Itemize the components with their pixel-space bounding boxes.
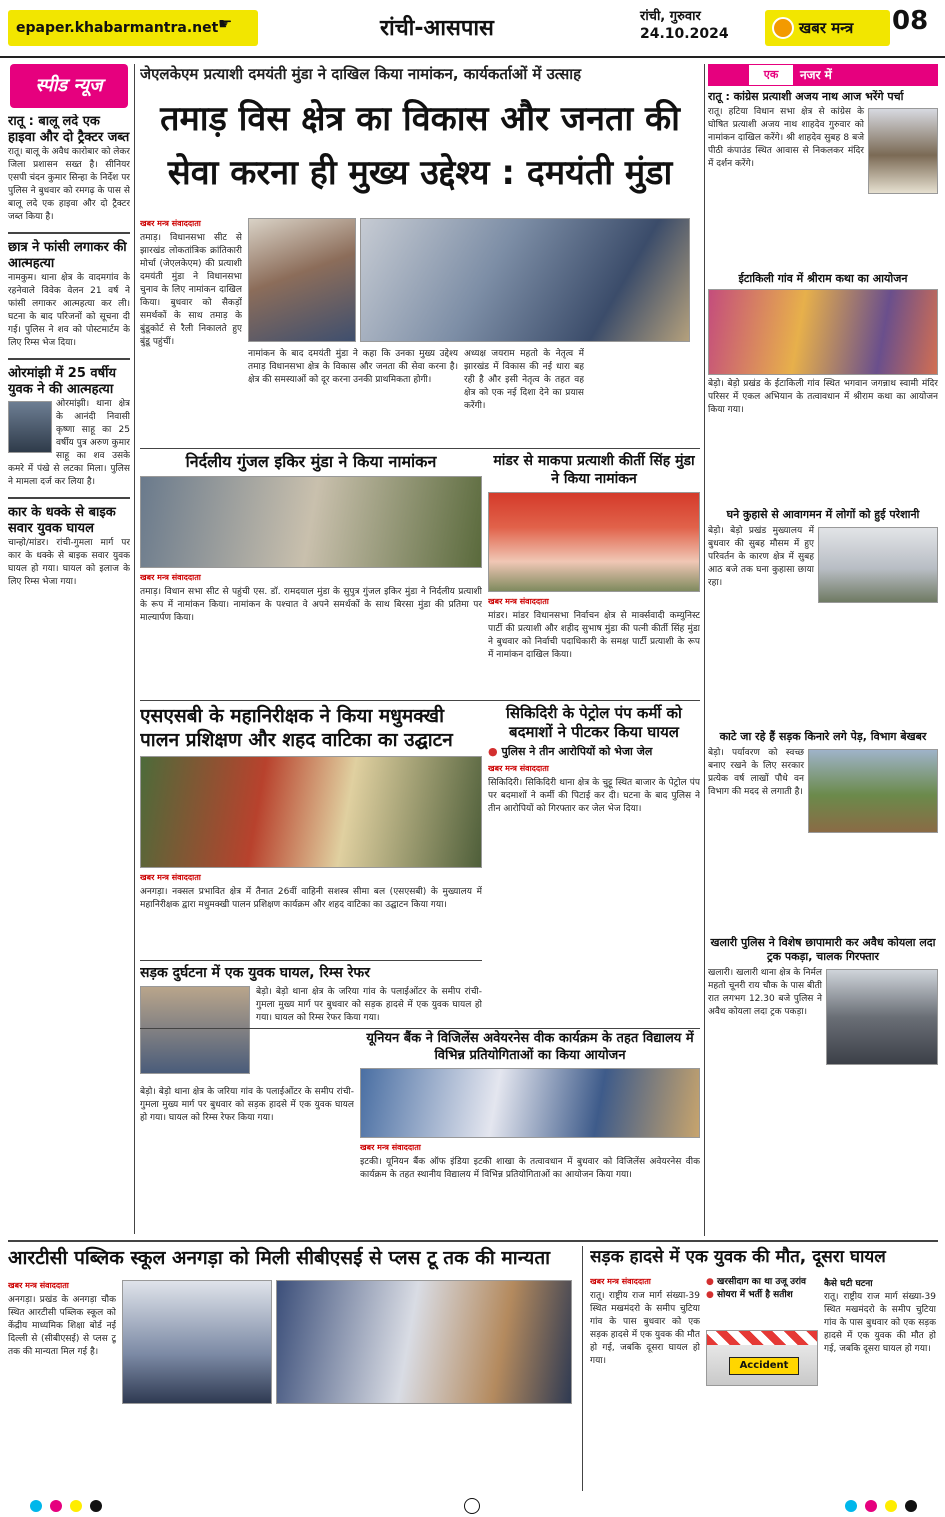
brief-title: काटे जा रहे हैं सड़क किनारे लगे पेड़, विभाग बेखबर — [719, 730, 927, 743]
divider — [140, 448, 700, 449]
byline: खबर मन्त्र संवाददाता — [140, 873, 201, 882]
story-text: नामांकन के बाद दमयंती मुंडा ने कहा कि उनका मुख्य उद्देश्य तमाड़ विधानसभा क्षेत्र के विकास और जनता की सेवा करना है। क्षेत्र की समस्याओं को दूर करना उनकी प्राथमिकता होगी। — [248, 349, 458, 385]
brief-body: ओरमांझी। थाना क्षेत्र के आनंदी निवासी कृष्णा साहू का 25 वर्षीय पुत्र अरुण कुमार साहू का शव उसके कमरे में पंखे से लटका मिला। पुलिस ने मामला दर्ज कर लिया है। — [8, 399, 130, 487]
story-text: रातू। राष्ट्रीय राज मार्ग संख्या-39 स्थित मखमंदरो के समीप चुटिया गांव के पास बुधवार को एक सड़क हादसे में एक युवक की मौत हो गई, जबकि दूसरा घायल हो गया। — [590, 1291, 700, 1366]
column-rule — [582, 1246, 583, 1491]
brief-bike-accident — [8, 505, 130, 589]
byline: खबर मन्त्र संवाददाता — [140, 573, 201, 582]
bee-story — [140, 704, 482, 959]
story-text: मांडर। मांडर विधानसभा निर्वाचन क्षेत्र से मार्क्सवादी कम्युनिस्ट पार्टी की प्रत्याशी और शहीद सुभाष मुंडा की पत्नी कीर्ती सिंह मुंडा ने बुधवार को निर्वाची पदाधिकारी के समक्ष पार्टी प्रत्याशी के रूप में नामांकन दाखिल किया। — [488, 611, 700, 660]
divider — [8, 497, 130, 499]
ajay-brief — [708, 90, 938, 270]
road-tags — [706, 1276, 818, 1326]
gunjal-photo — [140, 476, 482, 568]
top-story-body-mid — [248, 348, 458, 446]
divider — [140, 960, 482, 961]
brief-body: बेड़ो। बेड़ो प्रखंड के ईटाकिली गांव स्थित भगवान जगन्नाथ स्वामी मंदिर परिसर में एकल अभियान के तत्वावधान में श्रीराम कथा का आयोजन किया गया। — [708, 379, 938, 415]
top-story-body-left — [140, 218, 242, 443]
registration-dot — [50, 1500, 62, 1512]
divider — [8, 358, 130, 360]
nazar-label: नजर में — [800, 68, 832, 82]
story-text: अध्यक्ष जयराम महतो के नेतृत्व में झारखंड में विकास की नई धारा बह रही है और इसी नेतृत्व के तहत वह क्षेत्र को एक नई दिशा देने का प्रयास करेंगी। — [464, 349, 584, 411]
road-accident-story — [590, 1246, 938, 1491]
gunjal-story — [140, 452, 482, 697]
brief-body: रातू। हटिया विधान सभा क्षेत्र से कांग्रेस के घोषित प्रत्याशी अजय नाथ शाहदेव गुरुवार को नामांकन दाखिल करेंगे। श्री शाहदेव सुबह 8 बजे पीठी कंपाउंड स्थित आवास से निकलकर मंदिर में दर्शन करेंगे। — [708, 107, 864, 169]
divider — [140, 700, 700, 701]
registration-dot — [845, 1500, 857, 1512]
bullet-icon: ● — [706, 1277, 714, 1287]
section-title: रांची-आसपास — [380, 16, 494, 41]
byline: खबर मन्त्र संवाददाता — [8, 1281, 69, 1290]
subhead-text: पुलिस ने तीन आरोपियों को भेजा जेल — [501, 745, 653, 758]
registration-dot — [30, 1500, 42, 1512]
brief-body: रातू। बालू के अवैध कारोबार को लेकर जिला प्रशासन सख्त है। सीनियर एसपी चंदन कुमार सिन्हा के निर्देश पर पुलिस ने बुधवार को रमगढ़ के पास से बालू लदे एक हाइवा और दो ट्रैक्टर जब्त किया है। — [8, 147, 130, 222]
headline-text: एसएसबी के महानिरीक्षक ने किया मधुमक्खी पालन प्रशिक्षण और शहद वाटिका का उद्घाटन — [140, 705, 453, 751]
pointer-icon: ☛ — [218, 14, 233, 33]
story-text: बेड़ो। बेड़ो थाना क्षेत्र के जरिया गांव के पलाईओंटर के समीप रांची-गुमला मुख्य मार्ग पर बुधवार को सड़क हादसे में एक युवक घायल हो गया। घायल को रिम्स रेफर किया गया। — [140, 1087, 354, 1123]
brand-name[interactable]: खबर मन्त्र — [765, 10, 890, 46]
top-story-body-right — [464, 348, 584, 446]
tag-line — [706, 1276, 818, 1289]
nomination-photo-officials — [360, 218, 690, 342]
headline-text: निर्दलीय गुंजल इकिर मुंडा ने किया नामांकन — [185, 452, 437, 471]
headline-text: यूनियन बैंक ने विजिलेंस अवेयरनेस वीक कार्यक्रम के तहत विद्यालय में विभिन्न प्रतियोगिताओं का किया आयोजन — [366, 1031, 694, 1063]
kicker-text: जेएलकेएम प्रत्याशी दमयंती मुंडा ने दाखिल किया नामांकन, कार्यकर्ताओं में उत्साह — [140, 65, 582, 83]
speed-news-badge: स्पीड न्यूज — [10, 64, 128, 108]
top-story-headline — [140, 92, 700, 212]
headline-text: सड़क दुर्घटना में एक युवक घायल, रिम्स रेफर — [140, 965, 370, 981]
portrait-photo — [8, 401, 52, 453]
tree-brief — [708, 730, 938, 930]
brief-title: घने कुहासे से आवागमन में लोगों को हुई परेशानी — [726, 508, 920, 521]
fog-photo — [818, 527, 938, 603]
injured-photo — [140, 986, 250, 1074]
headline-text: सड़क हादसे में एक युवक की मौत, दूसरा घायल — [590, 1247, 886, 1267]
registration-dot — [905, 1500, 917, 1512]
brief-body: बेड़ो। पर्यावरण को स्वच्छ बनाए रखने के लिए सरकार प्रत्येक वर्ष लाखों पौधे वन विभाग की मदद से लगाती है। — [708, 748, 804, 797]
trees-photo — [808, 749, 938, 833]
coal-truck-photo — [826, 969, 938, 1065]
rtc-text-col — [8, 1280, 116, 1485]
headline-text: मांडर से माकपा प्रत्याशी कीर्ती सिंह मुंडा ने किया नामांकन — [493, 453, 695, 487]
coal-brief — [708, 936, 938, 1236]
registration-dot — [865, 1500, 877, 1512]
story-text: इटकी। यूनियन बैंक ऑफ इंडिया इटकी शाखा के तत्वावधान में बुधवार को विजिलेंस अवेयरनेस वीक कार्यक्रम के तहत स्थानीय विद्यालय में विभिन्न प्रतियोगिताओं का आयोजन किया गया। — [360, 1157, 700, 1180]
byline: खबर मन्त्र संवाददाता — [360, 1143, 421, 1152]
headline-text: आरटीसी पब्लिक स्कूल अनगड़ा को मिली सीबीएसई से प्लस टू तक की मान्यता — [8, 1247, 551, 1269]
brief-body: चान्हो/मांडर। रांची-गुमला मार्ग पर कार के धक्के से बाइक सवार युवक घायल हो गया। घायल को इलाज के लिए रिम्स भेजा गया। — [8, 538, 130, 587]
road-text-col-2 — [824, 1276, 936, 1486]
color-registration-marks — [0, 1496, 945, 1517]
dateline-city: रांची, गुरुवार — [640, 9, 701, 24]
road-text-col — [590, 1276, 700, 1486]
registration-dot — [90, 1500, 102, 1512]
site-url[interactable]: epaper.khabarmantra.net — [8, 10, 258, 46]
brief-title: छात्र ने फांसी लगाकर की आत्महत्या — [8, 240, 127, 271]
divider — [8, 232, 130, 234]
subhead-text: कैसे घटी घटना — [824, 1279, 873, 1289]
brief-title: रातू : बालू लदे एक हाइवा और दो ट्रैक्टर जब्त — [8, 114, 130, 145]
brief-title: ओरमांझी में 25 वर्षीय युवक ने की आत्महत्या — [8, 366, 117, 397]
story-text: रातू। राष्ट्रीय राज मार्ग संख्या-39 स्थित मखमंदरो के समीप चुटिया गांव के पास बुधवार को एक सड़क हादसे में एक युवक की मौत हो गई, जबकि दूसरा घायल हो गया। — [824, 1292, 936, 1354]
brief-title: ईटाकिली गांव में श्रीराम कथा का आयोजन — [738, 272, 908, 285]
school-staff-photo — [276, 1280, 572, 1404]
kirti-story — [488, 452, 700, 697]
bullet-icon: ● — [488, 745, 498, 758]
byline: खबर मन्त्र संवाददाता — [488, 597, 549, 606]
ajay-portrait — [868, 108, 938, 194]
school-photo — [122, 1280, 272, 1404]
union-bank-story — [360, 1030, 700, 1238]
tag-line — [706, 1289, 818, 1302]
column-rule — [704, 64, 705, 1236]
brief-ormanjhi-suicide — [8, 366, 130, 489]
petrol-story — [488, 704, 700, 1024]
tag-text: सोयरा में भर्ती है सतीश — [717, 1290, 793, 1300]
ek-label: एक — [748, 64, 794, 86]
accident-sign-text: Accident — [729, 1357, 799, 1375]
story-text: सिकिदिरी। सिकिदिरी थाना क्षेत्र के चुट्टू स्थित बाजार के पेट्रोल पंप पर बदमाशों ने कर्मी की पिटाई कर दी। घटना के बाद पुलिस ने तीन आरोपियों को गिरफ्तार कर जेल भेज दिया। — [488, 778, 700, 814]
accident-sign-image — [706, 1330, 818, 1386]
students-photo — [360, 1068, 700, 1138]
registration-dot — [70, 1500, 82, 1512]
brief-body: बेड़ो। बेड़ो प्रखंड मुख्यालय में बुधवार की सुबह मौसम में हुए परिवर्तन के कारण क्षेत्र में सुबह आठ बजे तक घना कुहासा छाया रहा। — [708, 526, 814, 588]
bullet-icon: ● — [706, 1290, 714, 1300]
brief-sand-seizure — [8, 114, 130, 224]
story-text: बेड़ो। बेड़ो थाना क्षेत्र के जरिया गांव के पलाईओंटर के समीप रांची-गुमला मुख्य मार्ग पर बुधवार को सड़क हादसे में एक युवक घायल हो गया। घायल को रिम्स रेफर किया गया। — [256, 987, 482, 1023]
katha-brief — [708, 272, 938, 504]
dateline-date: 24.10.2024 — [640, 26, 729, 42]
fog-brief — [708, 508, 938, 728]
headline-text: तमाड़ विस क्षेत्र का विकास और जनता की सेवा करना ही मुख्य उद्देश्य : दमयंती मुंडा — [160, 99, 680, 193]
tag-text: खरसीदाग का था उजू उरांव — [717, 1277, 807, 1287]
registration-dot — [885, 1500, 897, 1512]
story-text: अनगड़ा। नक्सल प्रभावित क्षेत्र में तैनात 26वीं वाहिनी सशस्त्र सीमा बल (एसएसबी) के मुख्यालय में महानिरीक्षक द्वारा मधुमक्खी पालन प्रशिक्षण कार्यक्रम और शहद वाटिका का उद्घाटन किया गया। — [140, 887, 482, 910]
brief-body: नामकुम। थाना क्षेत्र के वादमगांव के रहनेवाले विवेक वेलन 21 वर्ष ने फांसी लगाकर आत्महत्या कर ली। घटना के बाद परिजनों को सूचना दी गई। पुलिस ने शव को पोस्टमार्टम के लिए रिम्स भेज दिया। — [8, 273, 130, 348]
byline: खबर मन्त्र संवाददाता — [488, 764, 549, 773]
brief-title: कार के धक्के से बाइक सवार युवक घायल — [8, 505, 116, 536]
bee-photo — [140, 756, 482, 868]
divider — [140, 1028, 700, 1029]
story-text: अनगड़ा। प्रखंड के अनगड़ा चौक स्थित आरटीसी पब्लिक स्कूल को केंद्रीय माध्यमिक शिक्षा बोर्ड नई दिल्ली से (सीबीएसई) से प्लस टू तक की मान्यता मिल गई है। — [8, 1295, 116, 1357]
top-story-kicker — [140, 64, 700, 88]
warning-stripes — [707, 1331, 818, 1345]
byline: खबर मन्त्र संवाददाता — [140, 219, 201, 228]
headline-text: सिकिदिरी के पेट्रोल पंप कर्मी को बदमाशों ने पीटकर किया घायल — [506, 704, 682, 741]
left-briefs-column — [8, 114, 130, 1239]
brief-student-suicide — [8, 240, 130, 350]
brief-body: खलारी। खलारी थाना क्षेत्र के निर्मल महतो चूनरी राय चौक के पास बीती रात लगभग 12.30 बजे पुलिस ने अवैध कोयला लदा ट्रक पकड़ा। — [708, 968, 822, 1017]
byline: खबर मन्त्र संवाददाता — [590, 1277, 651, 1286]
masthead — [0, 0, 945, 58]
rtc-story — [8, 1246, 576, 1491]
column-rule — [134, 64, 135, 1234]
petrol-subhead — [488, 745, 700, 759]
rally-photo — [488, 492, 700, 592]
brief-title: रातू : कांग्रेस प्रत्याशी अजय नाथ आज भरेंगे पर्चा — [708, 90, 904, 103]
crosshair-icon — [464, 1498, 480, 1514]
page-number: 08 — [892, 6, 929, 36]
story-text: तमाड़। विधान सभा सीट से पहुंची एस. डॉ. रामदयाल मुंडा के सुपुत्र गुंजल इकिर मुंडा ने निर्दलीय प्रत्याशी के रूप में नामांकन किया। नामांकन के पश्चात वे अपने समर्थकों के साथ बिरसा मुंडा की प्रतिमा पर माल्यार्पण किया। — [140, 587, 482, 623]
accident-story-cont — [140, 1086, 354, 1236]
story-text: तमाड़। विधानसभा सीट से झारखंड लोकतांत्रिक क्रांतिकारी मोर्चा (जेएलकेएम) की प्रत्याशी दमयंती मुंडा ने विधानसभा चुनाव के लिए नामांकन दाखिल किया। बुधवार को सैकड़ों समर्थकों के साथ तमाड़ के बुंडूकोर्ट से रैली निकालते हुए बुंडू पहुंचीं। — [140, 233, 242, 347]
brand-logo-icon — [772, 17, 794, 39]
katha-photo — [708, 289, 938, 375]
nomination-photo — [248, 218, 356, 342]
brief-title: खलारी पुलिस ने विशेष छापामारी कर अवैध कोयला लदा ट्रक पकड़ा, चालक गिरफ्तार — [710, 936, 936, 963]
divider — [8, 1240, 938, 1242]
